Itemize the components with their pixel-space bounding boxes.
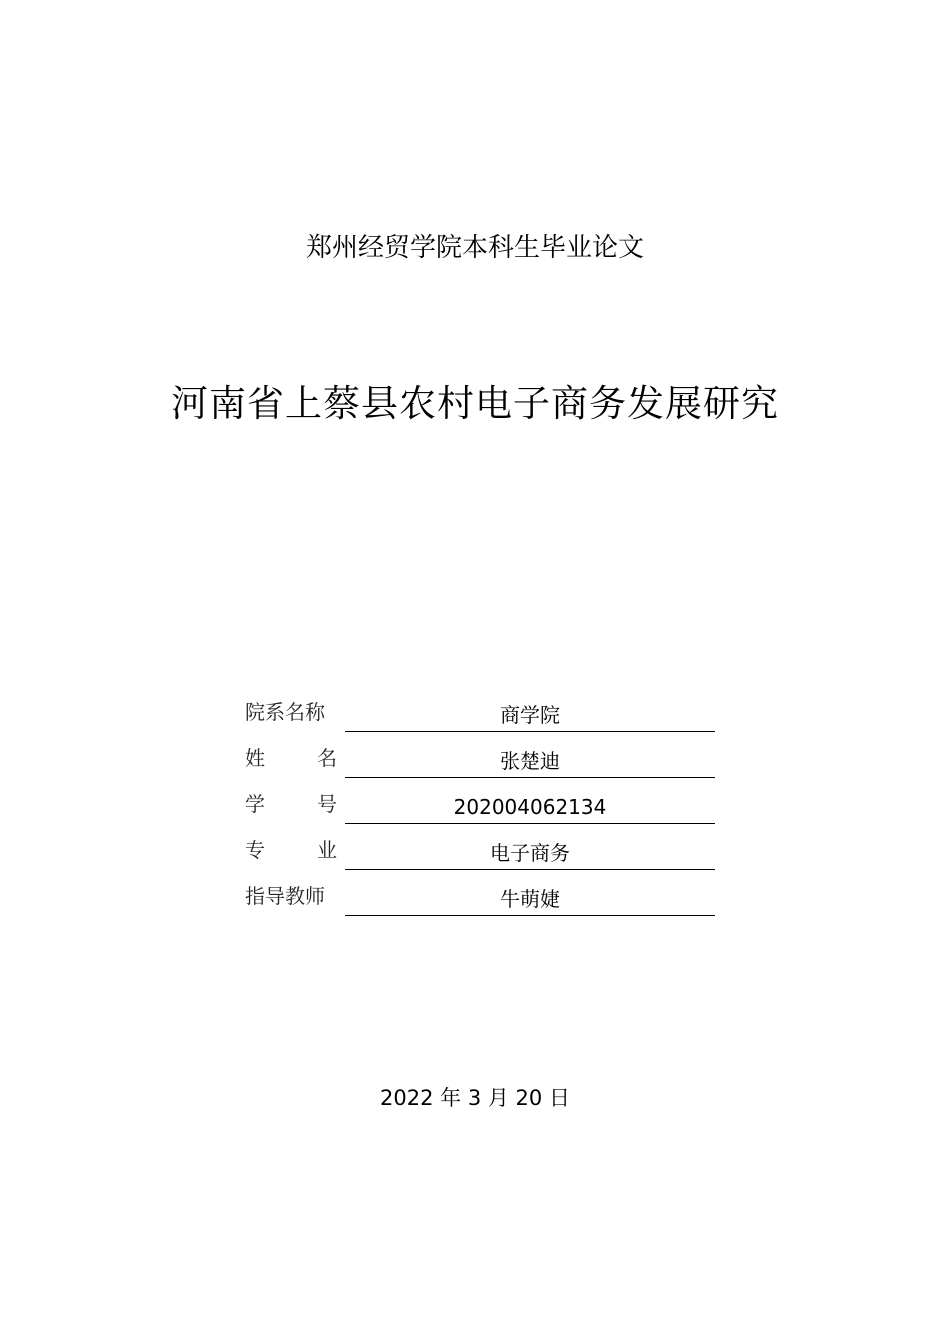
student-id-label-char-2: 号: [317, 792, 337, 816]
info-row-name: [245, 732, 715, 778]
name-label-char-1: 姓: [245, 746, 265, 770]
info-row-student-id: [245, 778, 715, 824]
submission-date: 2022 年 3 月 20 日: [380, 1086, 570, 1110]
major-value: 电子商务: [490, 841, 570, 865]
student-id-field: [345, 793, 715, 824]
student-id-value: 202004062134: [453, 795, 607, 819]
info-table: [245, 690, 715, 916]
info-row-major: [245, 824, 715, 870]
advisor-value: 牛萌婕: [500, 887, 560, 911]
department-field: [345, 701, 715, 732]
advisor-field: [345, 885, 715, 916]
name-label: [245, 744, 337, 772]
name-field: [345, 747, 715, 778]
department-label: 院系名称: [245, 700, 325, 724]
university-heading: 郑州经贸学院本科生毕业论文: [305, 233, 644, 263]
major-label-char-1: 专: [245, 838, 265, 862]
thesis-title: 河南省上蔡县农村电子商务发展研究: [171, 382, 779, 425]
info-row-advisor: [245, 870, 715, 916]
student-id-label-char-1: 学: [245, 792, 265, 816]
advisor-label: 指导教师: [245, 884, 325, 908]
major-field: [345, 839, 715, 870]
major-label-char-2: 业: [317, 838, 337, 862]
department-value: 商学院: [500, 703, 560, 727]
major-label: [245, 836, 337, 864]
name-value: 张楚迪: [500, 749, 560, 773]
info-row-department: [245, 690, 715, 732]
student-id-label: [245, 790, 337, 818]
name-label-char-2: 名: [317, 746, 337, 770]
